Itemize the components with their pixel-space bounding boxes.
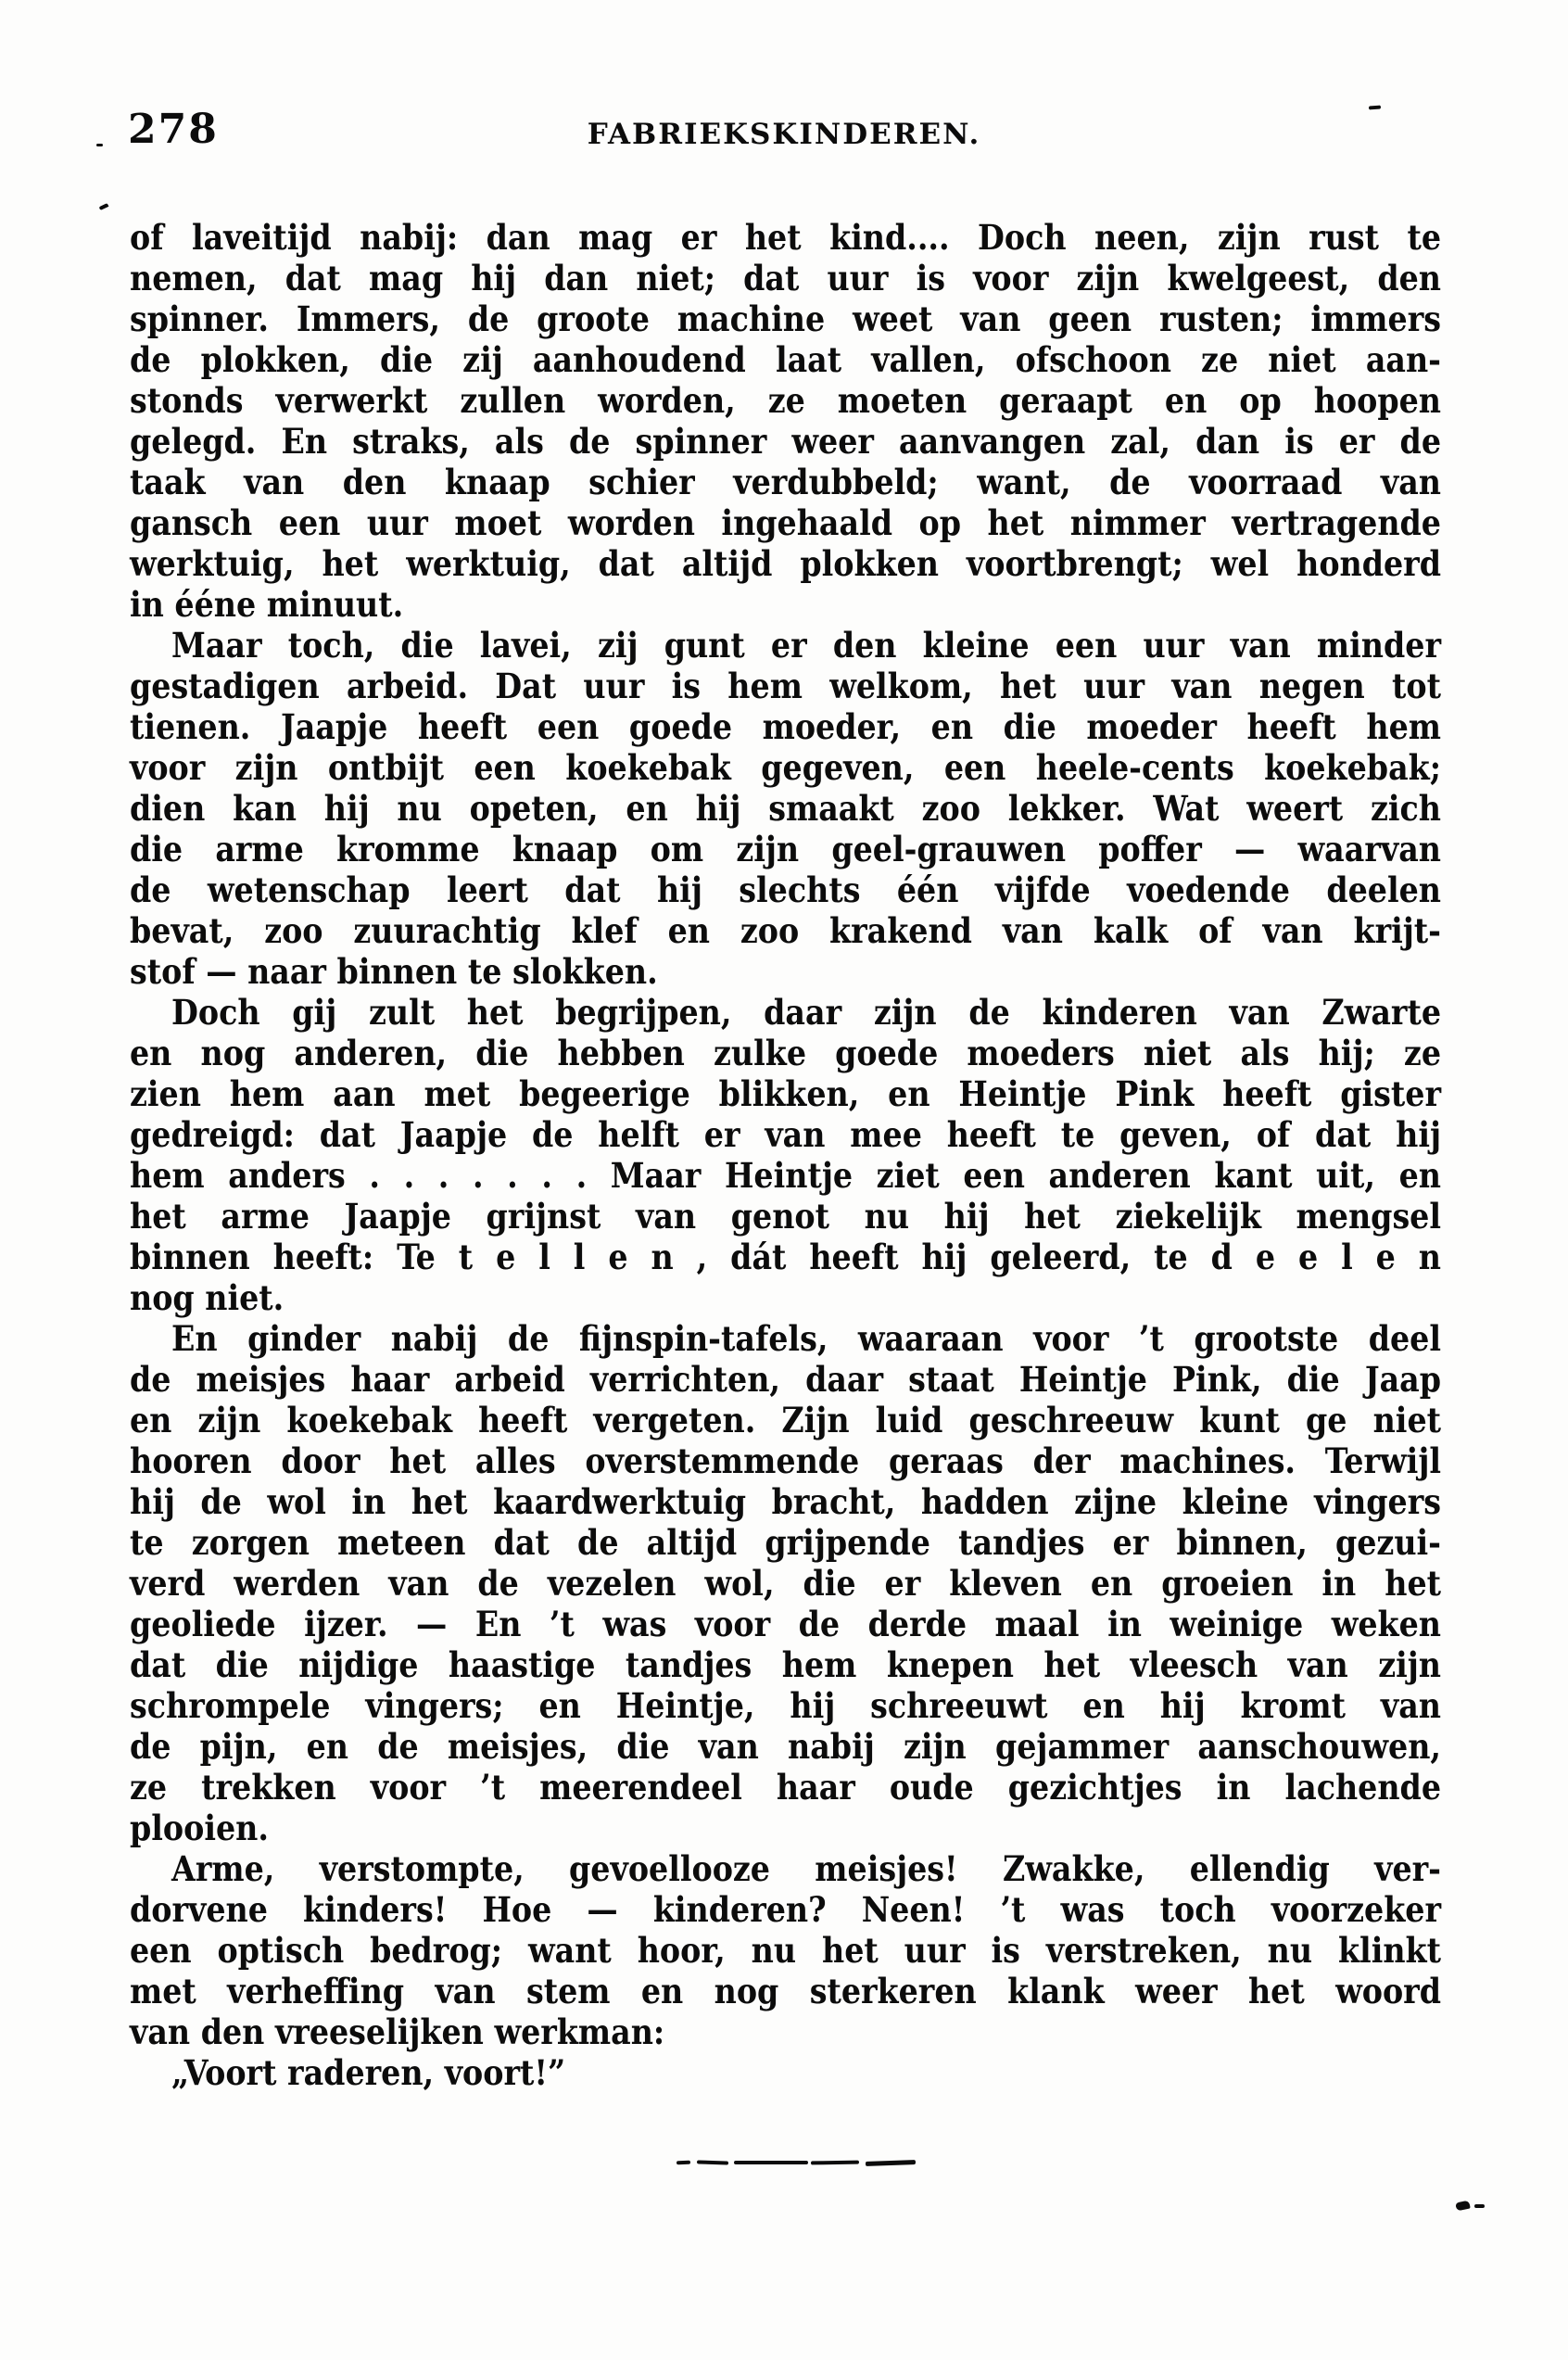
text-line: hem anders . . . . . . . Maar Heintje ziet een anderen kant uit, en bbox=[130, 1155, 1441, 1196]
text-line: een optisch bedrog; want hoor, nu het uur is verstreken, nu klinkt bbox=[130, 1930, 1441, 1971]
divider-dash bbox=[866, 2160, 916, 2166]
text-line: tienen. Jaapje heeft een goede moeder, en die moeder heeft hem bbox=[130, 706, 1441, 747]
text-line: in ééne minuut. bbox=[130, 584, 404, 625]
text-line: die arme kromme knaap om zijn geel-grauwen poffer — waarvan bbox=[130, 829, 1441, 869]
text-line: ze trekken voor ’t meerendeel haar oude gezichtjes in lachende bbox=[130, 1767, 1441, 1808]
running-title: FABRIEKSKINDEREN. bbox=[587, 118, 981, 151]
page-number: 278 bbox=[128, 106, 219, 153]
text-line: gestadigen arbeid. Dat uur is hem welkom, het uur van negen tot bbox=[130, 666, 1441, 706]
text-line: gedreigd: dat Jaapje de helft er van mee heeft te geven, of dat hij bbox=[130, 1114, 1441, 1155]
text-line: stonds verwerkt zullen worden, ze moeten geraapt en op hoopen bbox=[130, 380, 1441, 421]
text-line: „Voort raderen, voort!” bbox=[171, 2052, 566, 2093]
text-line: Arme, verstompte, gevoellooze meisjes! Zwakke, ellendig ver- bbox=[171, 1848, 1441, 1889]
text-line: Maar toch, die lavei, zij gunt er den kleine een uur van minder bbox=[171, 625, 1441, 666]
text-line: geoliede ijzer. — En ’t was voor de derde maal in weinige weken bbox=[130, 1604, 1441, 1644]
text-line: nog niet. bbox=[130, 1277, 285, 1318]
text-line: voor zijn ontbijt een koekebak gegeven, een heele-cents koekebak; bbox=[130, 747, 1441, 788]
ink-speck bbox=[99, 203, 109, 210]
ink-speck bbox=[1369, 106, 1381, 110]
text-line: en zijn koekebak heeft vergeten. Zijn luid geschreeuw kunt ge niet bbox=[130, 1400, 1441, 1440]
text-line: de pijn, en de meisjes, die van nabij zijn gejammer aanschouwen, bbox=[130, 1726, 1441, 1767]
text-line: van den vreeselijken werkman: bbox=[130, 2011, 665, 2052]
paragraph bbox=[130, 1318, 1441, 1848]
text-line: dorvene kinders! Hoe — kinderen? Neen! ’t was toch voorzeker bbox=[130, 1889, 1441, 1930]
paragraph bbox=[130, 2052, 1441, 2093]
text-line: met verheffing van stem en nog sterkeren klank weer het woord bbox=[130, 1971, 1441, 2011]
text-line: de meisjes haar arbeid verrichten, daar staat Heintje Pink, die Jaap bbox=[130, 1359, 1441, 1400]
text-line: nemen, dat mag hij dan niet; dat uur is voor zijn kwelgeest, den bbox=[130, 258, 1441, 298]
text-line: hooren door het alles overstemmende geraas der machines. Terwijl bbox=[130, 1440, 1441, 1481]
text-line: hij de wol in het kaardwerktuig bracht, hadden zijne kleine vingers bbox=[130, 1481, 1441, 1522]
text-line: gansch een uur moet worden ingehaald op het nimmer vertragende bbox=[130, 502, 1441, 543]
paragraph bbox=[130, 992, 1441, 1318]
text-line: dien kan hij nu opeten, en hij smaakt zoo lekker. Wat weert zich bbox=[130, 788, 1441, 829]
text-line: plooien. bbox=[130, 1808, 269, 1848]
text-line: het arme Jaapje grijnst van genot nu hij het ziekelijk mengsel bbox=[130, 1196, 1441, 1237]
divider-dash bbox=[811, 2161, 859, 2165]
text-line: schrompele vingers; en Heintje, hij schreeuwt en hij kromt van bbox=[130, 1685, 1441, 1726]
ink-speck bbox=[1474, 2204, 1485, 2208]
body-text bbox=[130, 217, 1441, 2093]
text-line: binnen heeft: Te t e l l e n , dát heeft hij geleerd, te d e e l e n bbox=[130, 1237, 1441, 1277]
text-line: te zorgen meteen dat de altijd grijpende tandjes er binnen, gezui- bbox=[130, 1522, 1441, 1563]
text-line: bevat, zoo zuurachtig klef en zoo krakend van kalk of van krijt- bbox=[130, 910, 1441, 951]
text-line: zien hem aan met begeerige blikken, en Heintje Pink heeft gister bbox=[130, 1073, 1441, 1114]
text-line: en nog anderen, die hebben zulke goede moeders niet als hij; ze bbox=[130, 1033, 1441, 1073]
paragraph bbox=[130, 1848, 1441, 2052]
divider-dash bbox=[697, 2160, 728, 2164]
text-line: werktuig, het werktuig, dat altijd plokken voortbrengt; wel honderd bbox=[130, 543, 1441, 584]
text-line: gelegd. En straks, als de spinner weer aanvangen zal, dan is er de bbox=[130, 421, 1441, 462]
text-line: spinner. Immers, de groote machine weet van geen rusten; immers bbox=[130, 298, 1441, 339]
text-line: de wetenschap leert dat hij slechts één vijfde voedende deelen bbox=[130, 869, 1441, 910]
paragraph bbox=[130, 217, 1441, 625]
text-line: En ginder nabij de fijnspin-tafels, waaraan voor ’t grootste deel bbox=[171, 1318, 1441, 1359]
ink-speck bbox=[1455, 2201, 1471, 2212]
text-line: stof — naar binnen te slokken. bbox=[130, 951, 658, 992]
divider-dash bbox=[734, 2161, 808, 2164]
text-line: verd werden van de vezelen wol, die er kleven en groeien in het bbox=[130, 1563, 1441, 1604]
ink-speck bbox=[96, 144, 103, 146]
text-line: Doch gij zult het begrijpen, daar zijn de kinderen van Zwarte bbox=[171, 992, 1441, 1033]
text-line: taak van den knaap schier verdubbeld; want, de voorraad van bbox=[130, 462, 1441, 502]
text-line: de plokken, die zij aanhoudend laat vallen, ofschoon ze niet aan- bbox=[130, 339, 1441, 380]
text-line: of laveitijd nabij: dan mag er het kind.... Doch neen, zijn rust te bbox=[130, 217, 1441, 258]
text-line: dat die nijdige haastige tandjes hem knepen het vleesch van zijn bbox=[130, 1644, 1441, 1685]
paragraph bbox=[130, 625, 1441, 992]
divider-dash bbox=[677, 2161, 690, 2165]
end-divider bbox=[677, 2159, 916, 2166]
